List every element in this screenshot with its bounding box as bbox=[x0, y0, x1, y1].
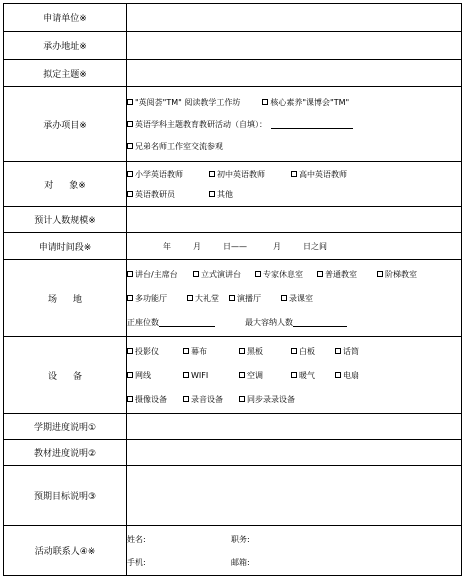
theme-field[interactable] bbox=[127, 60, 462, 87]
label-venue: 场 地 bbox=[4, 260, 127, 337]
time-day2: 日之间 bbox=[303, 241, 327, 251]
checkbox-heating[interactable] bbox=[291, 372, 297, 378]
option-theme-research: 英语学科主题教育教研活动（自填）： bbox=[135, 119, 267, 129]
option-classroom: 普通教室 bbox=[325, 269, 357, 279]
label-organizer: 承办地址※ bbox=[4, 32, 127, 60]
checkbox-microphone[interactable] bbox=[335, 348, 341, 354]
seats-label: 正座位数 bbox=[127, 317, 159, 327]
expected-goal-field[interactable] bbox=[127, 466, 462, 526]
option-reading-workshop: "英阅荟"TM" 阅读教学工作坊 bbox=[135, 97, 241, 107]
organizer-field[interactable] bbox=[127, 32, 462, 60]
row-expected-goal bbox=[4, 466, 462, 526]
row-venue bbox=[4, 260, 462, 337]
option-middle-teacher: 初中英语教师 bbox=[217, 169, 265, 179]
checkbox-lecture-hall[interactable] bbox=[377, 271, 383, 277]
checkbox-lectern[interactable] bbox=[193, 271, 199, 277]
row-theme bbox=[4, 60, 462, 87]
checkbox-expert-lounge[interactable] bbox=[255, 271, 261, 277]
option-network-cable: 网线 bbox=[135, 370, 151, 380]
option-primary-teacher: 小学英语教师 bbox=[135, 169, 183, 179]
option-microphone: 话筒 bbox=[343, 346, 359, 356]
applicant-field[interactable] bbox=[127, 4, 462, 32]
capacity-label: 最大容纳人数 bbox=[245, 317, 293, 327]
checkbox-ac[interactable] bbox=[239, 372, 245, 378]
row-expected-count bbox=[4, 207, 462, 233]
seats-field[interactable] bbox=[159, 317, 215, 327]
row-project bbox=[4, 87, 462, 162]
time-month2: 月 bbox=[273, 241, 281, 251]
checkbox-studio-visit[interactable] bbox=[127, 143, 133, 149]
label-applicant: 申请单位※ bbox=[4, 4, 127, 32]
option-heating: 暖气 bbox=[299, 370, 315, 380]
time-year: 年 bbox=[163, 241, 171, 251]
checkbox-audio-recorder[interactable] bbox=[183, 396, 189, 402]
option-camera: 摄像设备 bbox=[135, 394, 167, 404]
time-period-field[interactable] bbox=[127, 233, 462, 260]
row-equipment bbox=[4, 337, 462, 414]
option-auditorium: 大礼堂 bbox=[195, 293, 219, 303]
theme-research-blank[interactable] bbox=[271, 119, 353, 129]
row-audience bbox=[4, 162, 462, 207]
option-screen: 幕布 bbox=[191, 346, 207, 356]
row-time-period bbox=[4, 233, 462, 260]
label-theme: 拟定主题※ bbox=[4, 60, 127, 87]
venue-options bbox=[127, 260, 462, 337]
checkbox-screen[interactable] bbox=[183, 348, 189, 354]
option-high-teacher: 高中英语教师 bbox=[299, 169, 347, 179]
checkbox-theme-research[interactable] bbox=[127, 121, 133, 127]
checkbox-network-cable[interactable] bbox=[127, 372, 133, 378]
label-textbook-progress: 教材进度说明② bbox=[4, 440, 127, 466]
time-month: 月 bbox=[193, 241, 201, 251]
checkbox-sync-recorder[interactable] bbox=[239, 396, 245, 402]
checkbox-other[interactable] bbox=[209, 191, 215, 197]
equipment-options bbox=[127, 337, 462, 414]
checkbox-researcher[interactable] bbox=[127, 191, 133, 197]
option-researcher: 英语教研员 bbox=[135, 189, 175, 199]
option-audio-recorder: 录音设备 bbox=[191, 394, 223, 404]
contact-position-label: 职务: bbox=[231, 534, 250, 544]
label-semester-progress: 学期进度说明① bbox=[4, 414, 127, 440]
label-equipment: 设 备 bbox=[4, 337, 127, 414]
option-fan: 电扇 bbox=[343, 370, 359, 380]
contact-email-label: 邮箱: bbox=[231, 557, 250, 567]
option-projector: 投影仪 bbox=[135, 346, 159, 356]
checkbox-podium[interactable] bbox=[127, 271, 133, 277]
option-course-expo: 核心素养"课博会"TM" bbox=[270, 97, 350, 107]
option-other: 其他 bbox=[217, 189, 233, 199]
contact-fields bbox=[127, 526, 462, 576]
capacity-field[interactable] bbox=[293, 317, 347, 327]
row-organizer bbox=[4, 32, 462, 60]
option-lecture-hall: 阶梯教室 bbox=[385, 269, 417, 279]
checkbox-middle-teacher[interactable] bbox=[209, 171, 215, 177]
label-contact: 活动联系人④※ bbox=[4, 526, 127, 576]
audience-options bbox=[127, 162, 462, 207]
checkbox-wifi[interactable] bbox=[183, 372, 189, 378]
expected-count-field[interactable] bbox=[127, 207, 462, 233]
option-sync-recorder: 同步录录设备 bbox=[247, 394, 295, 404]
textbook-progress-field[interactable] bbox=[127, 440, 462, 466]
application-form bbox=[3, 3, 462, 576]
option-ac: 空调 bbox=[247, 370, 263, 380]
checkbox-blackboard[interactable] bbox=[239, 348, 245, 354]
checkbox-multi-hall[interactable] bbox=[127, 295, 133, 301]
row-textbook-progress bbox=[4, 440, 462, 466]
checkbox-high-teacher[interactable] bbox=[291, 171, 297, 177]
option-studio-visit: 兄弟名师工作室交流参观 bbox=[135, 141, 223, 151]
contact-name-label: 姓名: bbox=[127, 534, 146, 544]
option-whiteboard: 白板 bbox=[299, 346, 315, 356]
checkbox-camera[interactable] bbox=[127, 396, 133, 402]
checkbox-primary-teacher[interactable] bbox=[127, 171, 133, 177]
checkbox-fan[interactable] bbox=[335, 372, 341, 378]
checkbox-projector[interactable] bbox=[127, 348, 133, 354]
time-day: 日—— bbox=[223, 241, 247, 251]
checkbox-whiteboard[interactable] bbox=[291, 348, 297, 354]
checkbox-auditorium[interactable] bbox=[187, 295, 193, 301]
label-audience: 对 象※ bbox=[4, 162, 127, 207]
option-lectern: 立式演讲台 bbox=[201, 269, 241, 279]
project-options bbox=[127, 87, 462, 162]
label-expected-goal: 预期目标说明③ bbox=[4, 466, 127, 526]
row-applicant bbox=[4, 4, 462, 32]
option-blackboard: 黑板 bbox=[247, 346, 263, 356]
checkbox-reading-workshop[interactable] bbox=[127, 99, 133, 105]
label-expected-count: 预计人数规模※ bbox=[4, 207, 127, 233]
contact-phone-label: 手机: bbox=[127, 557, 146, 567]
checkbox-course-expo[interactable] bbox=[262, 99, 268, 105]
label-project: 承办项目※ bbox=[4, 87, 127, 162]
option-studio: 演播厅 bbox=[237, 293, 261, 303]
checkbox-studio[interactable] bbox=[229, 295, 235, 301]
option-recording-room: 录课室 bbox=[289, 293, 313, 303]
semester-progress-field[interactable] bbox=[127, 414, 462, 440]
checkbox-classroom[interactable] bbox=[317, 271, 323, 277]
row-semester-progress bbox=[4, 414, 462, 440]
option-multi-hall: 多功能厅 bbox=[135, 293, 167, 303]
label-time-period: 申请时间段※ bbox=[4, 233, 127, 260]
option-wifi: WIFI bbox=[191, 370, 209, 380]
row-contact bbox=[4, 526, 462, 576]
checkbox-recording-room[interactable] bbox=[281, 295, 287, 301]
option-podium: 讲台/主席台 bbox=[135, 269, 178, 279]
option-expert-lounge: 专家休息室 bbox=[263, 269, 303, 279]
